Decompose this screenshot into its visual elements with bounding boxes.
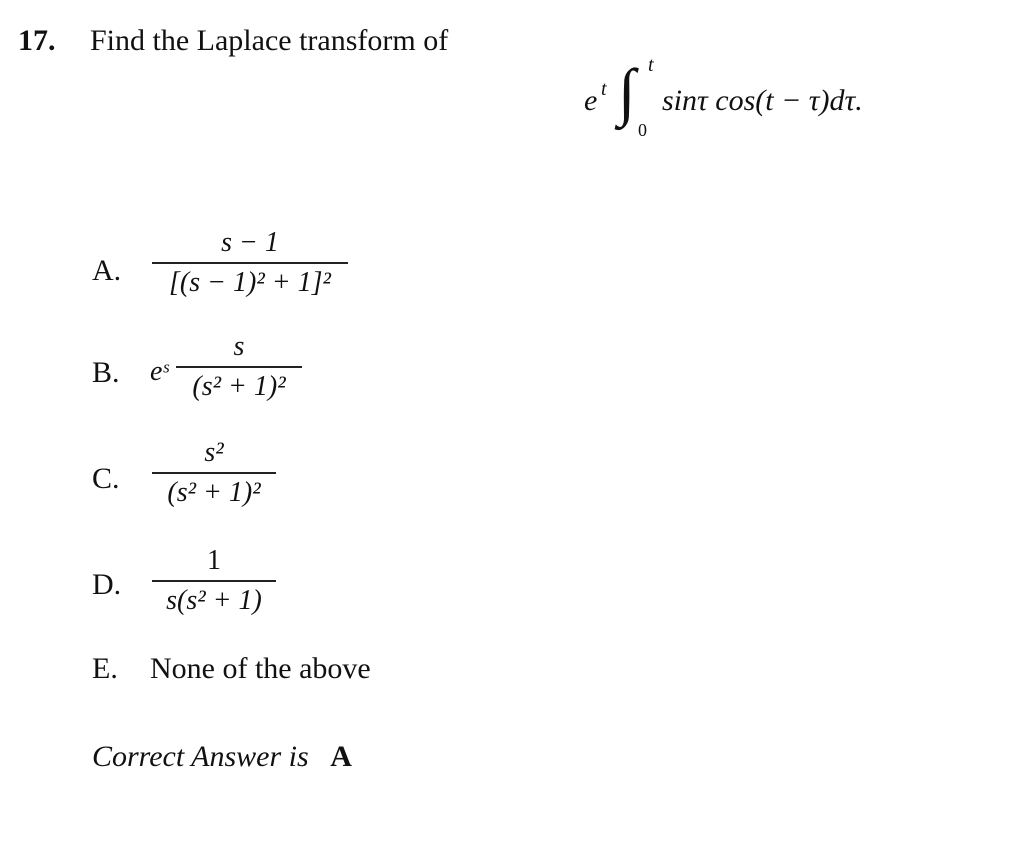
option-a-letter: A. — [92, 254, 122, 287]
fraction-bar — [152, 472, 276, 474]
option-d-fraction — [152, 544, 276, 618]
integral-lower-limit: 0 — [638, 120, 647, 140]
option-d-letter: D. — [92, 568, 122, 601]
option-c-numerator: s² — [204, 437, 224, 468]
correct-answer-value: A — [330, 740, 352, 773]
fraction-bar — [176, 366, 302, 368]
option-a-numerator: s − 1 — [221, 227, 279, 258]
integrand: sinτ cos(t − τ)dτ. — [662, 84, 863, 117]
option-b-letter: B. — [92, 356, 120, 389]
question-number: 17. — [18, 24, 56, 57]
option-b-prefix: eˢ — [150, 356, 169, 387]
fraction-bar — [152, 580, 276, 582]
option-b-numerator: s — [233, 331, 245, 362]
option-e-text: None of the above — [150, 652, 371, 685]
option-d-numerator: 1 — [207, 545, 221, 576]
option-c-denominator: (s² + 1)² — [167, 477, 261, 508]
expression-prefix-sup: t — [601, 78, 607, 100]
option-d-denominator: s(s² + 1) — [166, 585, 262, 616]
integral-expression — [584, 52, 914, 142]
option-a-denominator: [(s − 1)² + 1]² — [169, 267, 331, 298]
option-e-letter: E. — [92, 652, 118, 685]
option-b-denominator: (s² + 1)² — [192, 371, 286, 402]
question-prompt: Find the Laplace transform of — [90, 24, 449, 57]
option-c-letter: C. — [92, 462, 120, 495]
option-b-fraction — [176, 330, 302, 404]
correct-answer-label: Correct Answer is — [92, 740, 309, 773]
fraction-bar — [152, 262, 348, 264]
option-a-fraction — [152, 226, 348, 300]
integral-upper-limit: t — [648, 54, 654, 76]
correct-answer — [92, 740, 352, 774]
expression-prefix: e — [584, 84, 598, 117]
option-c-fraction — [152, 436, 276, 510]
integral-sign: ∫ — [618, 56, 636, 127]
